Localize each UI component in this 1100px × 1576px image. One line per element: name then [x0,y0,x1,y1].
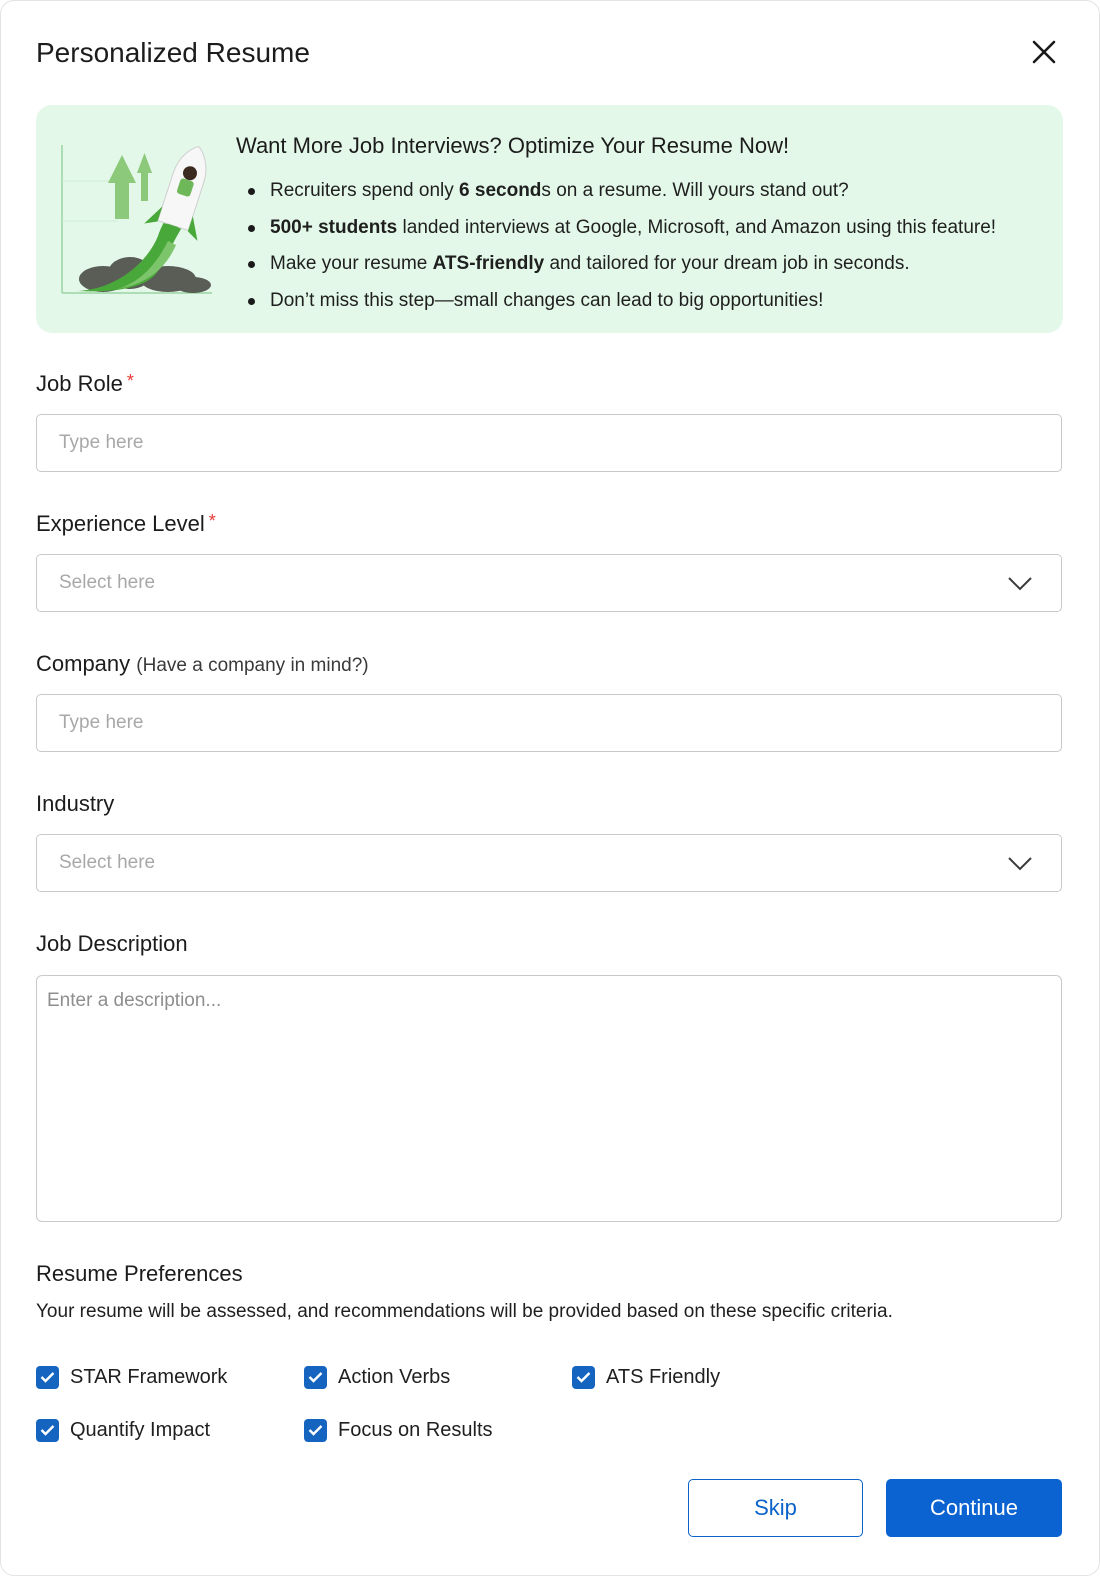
job-role-label: Job Role * [36,371,134,396]
company-hint: (Have a company in mind?) [136,655,369,676]
checkbox-focus-on-results[interactable] [304,1417,493,1443]
checkbox-checked[interactable] [36,1419,59,1442]
job-description-label: Job Description [36,931,188,956]
checkbox-ats-friendly[interactable] [572,1364,720,1390]
experience-level-label: Experience Level * [36,511,216,536]
resume-preferences-description: Your resume will be assessed, and recommendations will be provided based on these specific criteria. [36,1301,893,1322]
checkbox-checked[interactable] [36,1366,59,1389]
job-role-input[interactable] [36,414,1062,472]
dialog-title: Personalized Resume [36,37,310,68]
checkbox-action-verbs[interactable] [304,1364,450,1390]
checkbox-checked[interactable] [304,1366,327,1389]
checkbox-quantify-impact[interactable] [36,1417,210,1443]
industry-placeholder: Select here [59,852,156,873]
checkmark-icon [308,1371,323,1383]
banner-title: Want More Job Interviews? Optimize Your Resume Now! [236,133,790,158]
skip-button[interactable]: Skip [688,1479,863,1537]
chevron-down-icon [1007,572,1033,594]
checkbox-label: Action Verbs [338,1365,451,1388]
continue-button[interactable]: Continue [886,1479,1062,1537]
industry-select[interactable] [36,834,1062,892]
checkbox-star-framework[interactable] [36,1364,227,1390]
company-input[interactable] [36,694,1062,752]
close-button[interactable] [1027,35,1061,69]
checkbox-label: STAR Framework [70,1365,228,1388]
checkmark-icon [40,1371,55,1383]
industry-label: Industry [36,791,115,816]
company-label: Company (Have a company in mind?) [36,651,369,676]
checkbox-label: ATS Friendly [606,1365,721,1388]
banner-bullet: Recruiters spend only 6 seconds on a resume. Will yours stand out? [246,173,996,210]
checkmark-icon [576,1371,591,1383]
close-icon [1032,40,1056,64]
banner-bullet: 500+ students landed interviews at Google, Microsoft, and Amazon using this feature! [246,210,996,247]
resume-preferences-title: Resume Preferences [36,1261,243,1286]
banner-bullet: Make your resume ATS-friendly and tailored for your dream job in seconds. [246,246,996,283]
required-asterisk: * [208,511,216,531]
promo-banner [36,105,1063,333]
banner-bullet: Don’t miss this step—small changes can lead to big opportunities! [246,283,996,320]
checkmark-icon [40,1424,55,1436]
checkmark-icon [308,1424,323,1436]
chevron-down-icon [1007,852,1033,874]
checkbox-checked[interactable] [304,1419,327,1442]
experience-level-placeholder: Select here [59,572,156,593]
checkbox-label: Focus on Results [338,1418,493,1441]
experience-level-select[interactable] [36,554,1062,612]
checkbox-checked[interactable] [572,1366,595,1389]
checkbox-label: Quantify Impact [70,1418,211,1441]
required-asterisk: * [126,371,134,391]
banner-bullet-list [246,173,996,319]
rocket-growth-illustration [58,141,216,297]
job-description-textarea[interactable] [36,975,1062,1222]
